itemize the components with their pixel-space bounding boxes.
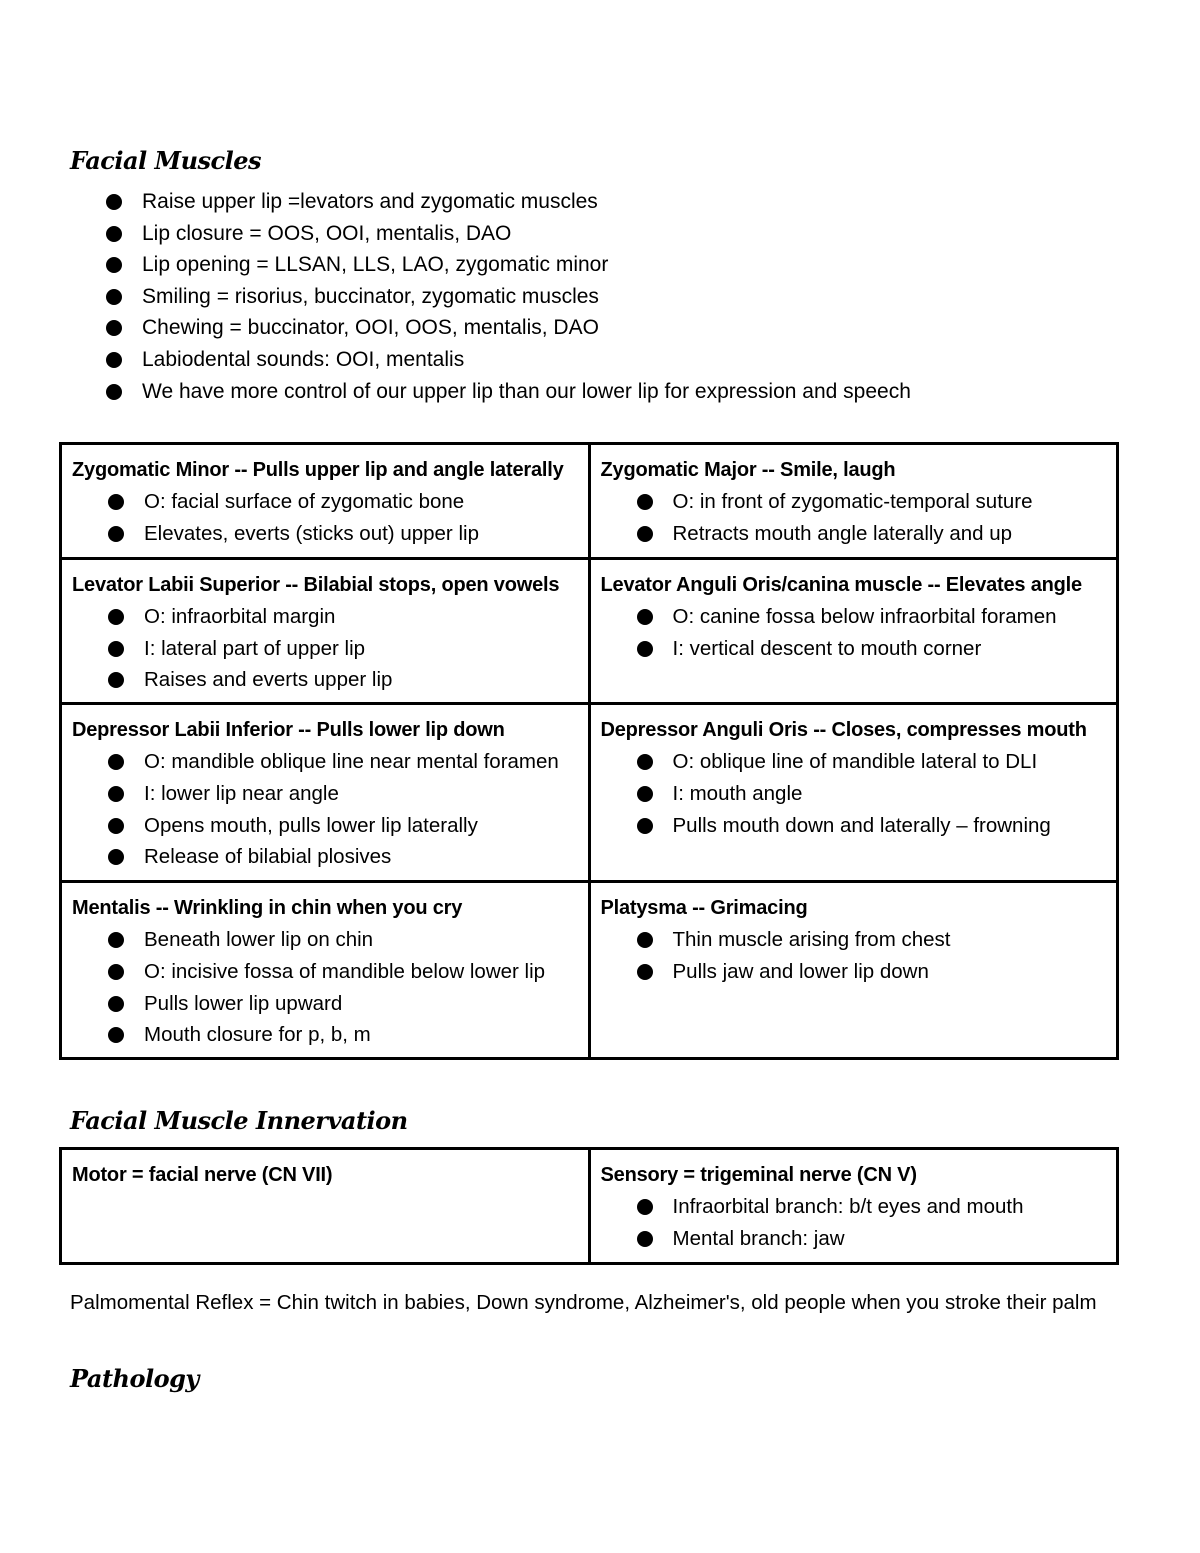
facial-muscles-list [106,186,911,407]
table-row [61,704,1118,882]
list-item: Infraorbital branch: b/t eyes and mouth [637,1191,1109,1223]
list-item: Pulls mouth down and laterally – frowning [637,810,1109,842]
cell-title: Mentalis -- Wrinkling in chin when you cry [72,897,463,920]
reflex-note: Palmomental Reflex = Chin twitch in babies, Down syndrome, Alzheimer's, old people when you stroke their palm [70,1291,1097,1314]
list-item: We have more control of our upper lip than our lower lip for expression and speech [106,376,911,408]
heading-pathology: Pathology [70,1364,199,1393]
muscle-cell-levator-labii-superior [61,559,590,704]
cell-title: Depressor Anguli Oris -- Closes, compresses mouth [600,719,1087,742]
cell-title: Sensory = trigeminal nerve (CN V) [600,1164,917,1186]
list-item: Smiling = risorius, buccinator, zygomatic muscles [106,281,911,313]
list-item: I: lower lip near angle [108,778,580,810]
muscle-cell-mentalis [61,882,590,1059]
list-item: I: lateral part of upper lip [108,633,580,665]
list-item: O: mandible oblique line near mental foramen [108,746,580,778]
list-item: Raises and everts upper lip [108,664,580,696]
muscle-cell-zygomatic-major [589,444,1118,559]
innervation-table [59,1147,1119,1265]
list-item: Pulls jaw and lower lip down [637,956,1109,988]
muscle-cell-levator-anguli-oris [589,559,1118,704]
muscle-table [59,442,1119,1060]
list-item: O: incisive fossa of mandible below lower lip [108,956,580,988]
list-item: O: facial surface of zygomatic bone [108,486,580,518]
muscle-cell-depressor-anguli-oris [589,704,1118,882]
list-item: Thin muscle arising from chest [637,924,1109,956]
list-item: Labiodental sounds: OOI, mentalis [106,344,911,376]
list-item: Elevates, everts (sticks out) upper lip [108,518,580,550]
list-item: Release of bilabial plosives [108,841,580,873]
cell-title: Zygomatic Minor -- Pulls upper lip and angle laterally [72,459,564,481]
cell-title: Levator Anguli Oris/canina muscle -- Elevates angle [600,574,1082,596]
heading-innervation: Facial Muscle Innervation [70,1106,408,1135]
list-item: Beneath lower lip on chin [108,924,580,956]
cell-title: Motor = facial nerve (CN VII) [72,1164,333,1186]
cell-title: Levator Labii Superior -- Bilabial stops, open vowels [72,574,560,596]
list-item: Lip opening = LLSAN, LLS, LAO, zygomatic minor [106,249,911,281]
cell-title: Depressor Labii Inferior -- Pulls lower lip down [72,719,505,742]
heading-facial-muscles: Facial Muscles [70,146,262,175]
list-item: Mouth closure for p, b, m [108,1019,580,1051]
list-item: O: oblique line of mandible lateral to DLI [637,746,1109,778]
list-item: O: infraorbital margin [108,601,580,633]
muscle-cell-zygomatic-minor [61,444,590,559]
list-item: Opens mouth, pulls lower lip laterally [108,810,580,842]
list-item: Retracts mouth angle laterally and up [637,518,1109,550]
innervation-cell-motor [61,1149,590,1264]
innervation-cell-sensory [589,1149,1118,1264]
list-item: I: mouth angle [637,778,1109,810]
cell-title: Platysma -- Grimacing [600,897,808,920]
muscle-cell-depressor-labii-inferior [61,704,590,882]
table-row [61,882,1118,1059]
list-item: O: canine fossa below infraorbital foramen [637,601,1109,633]
list-item: Chewing = buccinator, OOI, OOS, mentalis, DAO [106,312,911,344]
list-item: I: vertical descent to mouth corner [637,633,1109,665]
cell-title: Zygomatic Major -- Smile, laugh [600,459,896,481]
list-item: Lip closure = OOS, OOI, mentalis, DAO [106,218,911,250]
list-item: O: in front of zygomatic-temporal suture [637,486,1109,518]
list-item: Mental branch: jaw [637,1223,1109,1255]
list-item: Raise upper lip =levators and zygomatic muscles [106,186,911,218]
table-row [61,559,1118,704]
muscle-cell-platysma [589,882,1118,1059]
table-row [61,1149,1118,1264]
list-item: Pulls lower lip upward [108,988,580,1020]
table-row [61,444,1118,559]
